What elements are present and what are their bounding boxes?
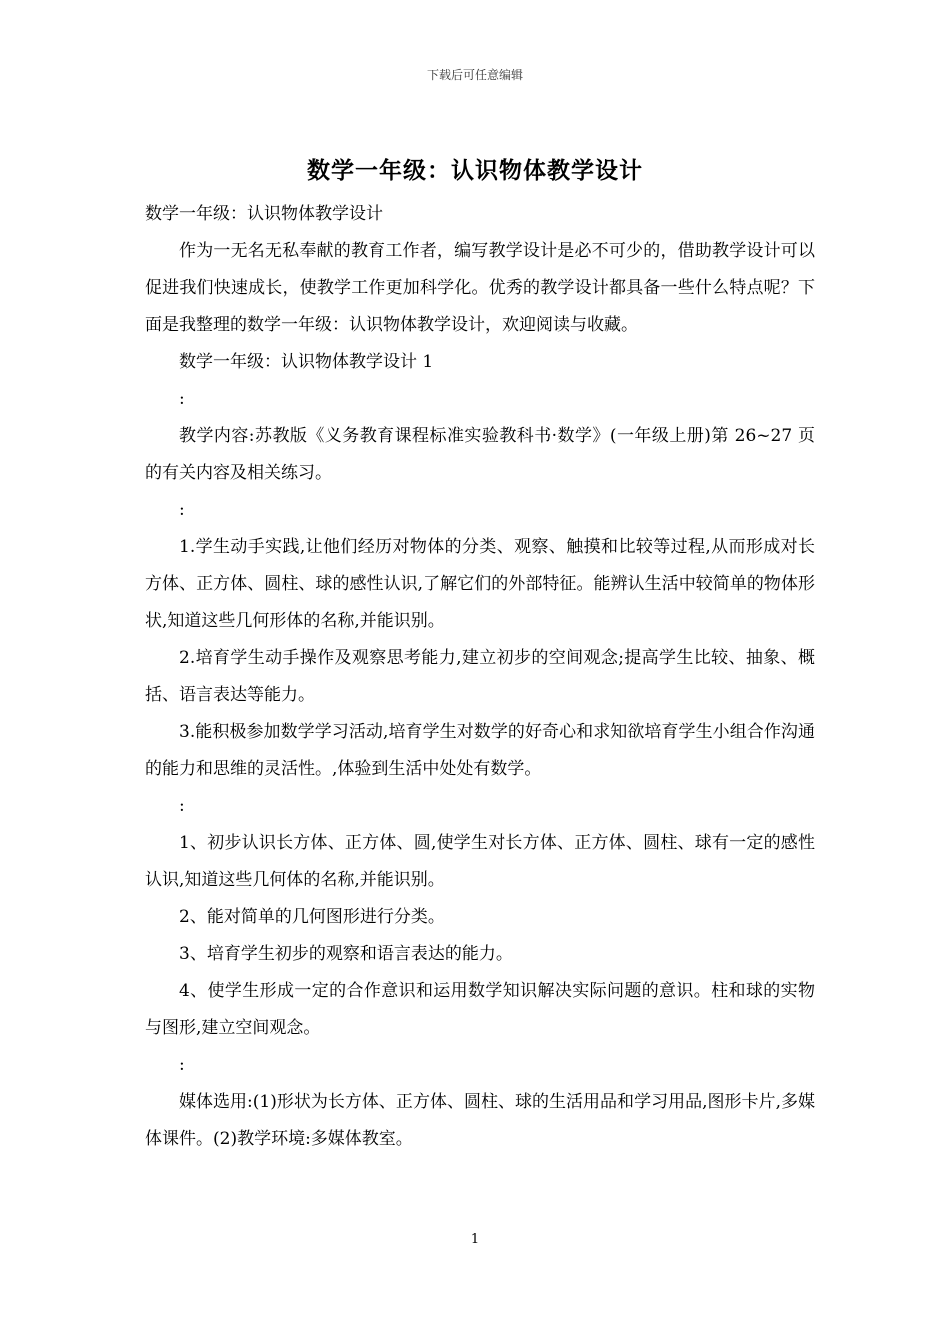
document-title: 数学一年级：认识物体教学设计 [307, 157, 643, 184]
colon-marker: : [179, 389, 185, 409]
colon-marker: : [179, 1055, 185, 1075]
page-number: 1 [470, 1232, 480, 1247]
objective-paragraph: 2.培育学生动手操作及观察思考能力,建立初步的空间观念;提高学生比较、抽象、概括、语言表达等能力。 [145, 648, 815, 705]
section-heading: 数学一年级：认识物体教学设计 1 [179, 352, 434, 372]
teaching-content-paragraph: 教学内容:苏教版《义务教育课程标准实验教科书·数学》(一年级上册)第 26~27 页的有关内容及相关练习。 [145, 426, 815, 483]
intro-paragraph: 作为一无名无私奉献的教育工作者，编写教学设计是必不可少的，借助教学设计可以促进我们快速成长，使教学工作更加科学化。优秀的教学设计都具备一些什么特点呢？下面是我整理的数学一年级：认识物体教学设计，欢迎阅读与收藏。 [145, 241, 815, 335]
goal-paragraph: 2、能对简单的几何图形进行分类。 [179, 907, 445, 927]
header-note: 下载后可任意编辑 [426, 68, 523, 82]
document-body [145, 196, 815, 1158]
objective-paragraph: 3.能积极参加数学学习活动,培育学生对数学的好奇心和求知欲培育学生小组合作沟通的能力和思维的灵活性。,体验到生活中处处有数学。 [145, 722, 815, 779]
media-paragraph: 媒体选用:(1)形状为长方体、正方体、圆柱、球的生活用品和学习用品,图形卡片,多媒体课件。(2)教学环境:多媒体教室。 [145, 1092, 815, 1149]
colon-marker: : [179, 796, 185, 816]
subtitle-paragraph: 数学一年级：认识物体教学设计 [145, 204, 383, 224]
goal-paragraph: 4、使学生形成一定的合作意识和运用数学知识解决实际问题的意识。柱和球的实物与图形,建立空间观念。 [145, 981, 815, 1038]
colon-marker: : [179, 500, 185, 520]
goal-paragraph: 3、培育学生初步的观察和语言表达的能力。 [179, 944, 513, 964]
objective-paragraph: 1.学生动手实践,让他们经历对物体的分类、观察、触摸和比较等过程,从而形成对长方体、正方体、圆柱、球的感性认识,了解它们的外部特征。能辨认生活中较简单的物体形状,知道这些几何形体的名称,并能识别。 [145, 537, 815, 631]
goal-paragraph: 1、初步认识长方体、正方体、圆,使学生对长方体、正方体、圆柱、球有一定的感性认识,知道这些几何体的名称,并能识别。 [145, 833, 815, 890]
